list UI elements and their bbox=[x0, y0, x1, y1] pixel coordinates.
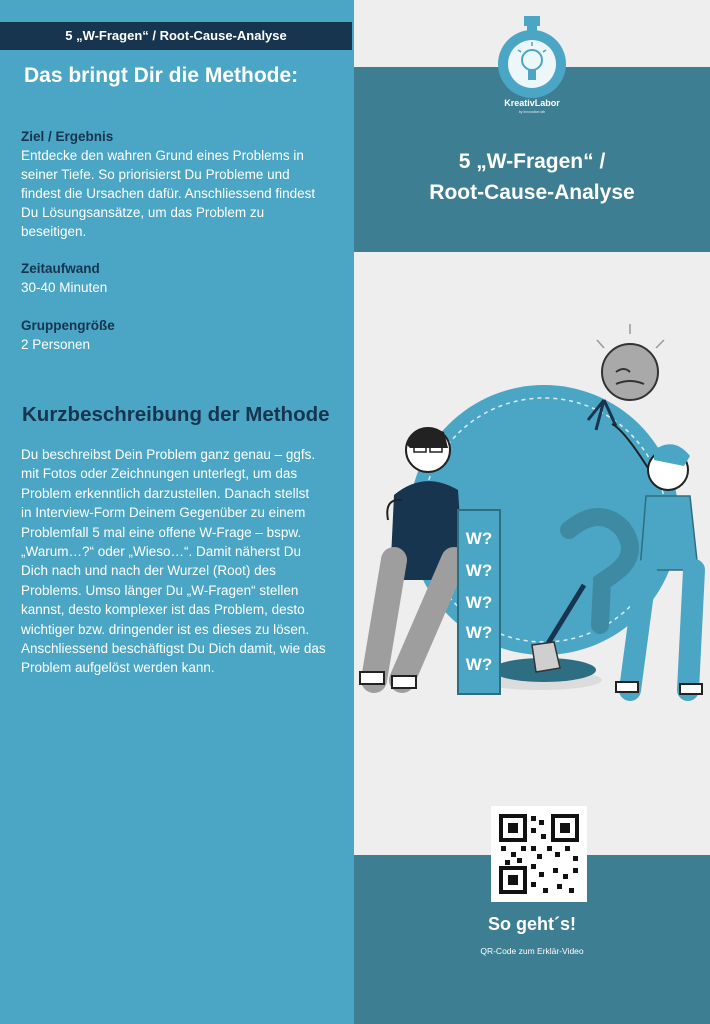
desc-line: Problem aufgelöst werden kann. bbox=[21, 660, 215, 676]
method-benefits-heading: Das bringt Dir die Methode: bbox=[24, 64, 299, 87]
desc-line: in Interview-Form Deinem Gegenüber zu einem bbox=[21, 505, 306, 521]
goal-line: beseitigen. bbox=[21, 224, 87, 239]
header-bar: 5 „W-Fragen“ / Root-Cause-Analyse bbox=[0, 22, 352, 50]
short-description-text bbox=[21, 445, 346, 678]
desc-line: Problems. Umso länger Du „W-Fragen“ stellen bbox=[21, 582, 299, 598]
goal-line: findest die Ursachen dafür. Anschliessend findest bbox=[21, 186, 316, 201]
right-panel bbox=[354, 0, 710, 1024]
ruler-label: W? bbox=[465, 655, 493, 674]
qr-code-icon[interactable] bbox=[491, 806, 587, 902]
qr-caption: QR-Code zum Erklär-Video bbox=[480, 946, 584, 956]
desc-line: kannst, desto komplexer ist das Problem, desto bbox=[21, 602, 305, 618]
desc-line: Problem erkenntlich darzustellen. Danach stellst bbox=[21, 485, 310, 501]
goal-line: Entdecke den wahren Grund eines Problems in bbox=[21, 148, 304, 163]
cta-heading: So geht´s! bbox=[488, 914, 576, 934]
root-cause-illustration bbox=[354, 320, 710, 710]
logo-subtext: by innovation lab bbox=[518, 110, 546, 114]
ruler-label: W? bbox=[465, 561, 493, 580]
desc-line: Problemfall 5 mal eine offene W-Frage – bspw. bbox=[21, 524, 302, 540]
ruler-label: W? bbox=[465, 529, 493, 548]
short-description-heading: Kurzbeschreibung der Methode bbox=[22, 403, 330, 426]
qr-code[interactable] bbox=[491, 806, 587, 902]
desc-line: „Warum…?“ oder „Wieso…“. Damit näherst Du bbox=[21, 544, 302, 560]
goal-line: Du Lösungsansätze, um das Problem zu bbox=[21, 205, 265, 220]
desc-line: Dich nach und nach der Wurzel (Root) des bbox=[21, 563, 276, 579]
group-size-label: Gruppengröße bbox=[21, 318, 115, 333]
ruler-label: W? bbox=[465, 593, 493, 612]
method-title-line: Root-Cause-Analyse bbox=[429, 181, 635, 204]
method-title bbox=[354, 146, 710, 208]
time-value: 30-40 Minuten bbox=[21, 280, 108, 295]
time-label: Zeitaufwand bbox=[21, 261, 100, 276]
goal-line: seiner Tiefe. So priorisierst Du Probleme und bbox=[21, 167, 290, 182]
left-panel bbox=[0, 0, 354, 1024]
group-size-value: 2 Personen bbox=[21, 337, 91, 352]
desc-line: Anschliessend beschäftigst Du Dich damit, wie das bbox=[21, 641, 326, 657]
goal-label: Ziel / Ergebnis bbox=[21, 129, 114, 144]
desc-line: mit Fotos oder Zeichnungen unterlegt, um das bbox=[21, 466, 298, 482]
ruler-post bbox=[458, 510, 500, 694]
ruler-label: W? bbox=[465, 623, 493, 642]
logo-text: KreativLabor bbox=[504, 98, 560, 108]
desc-line: wichtiger bzw. dringender ist es dieses zu lösen. bbox=[21, 621, 310, 637]
method-title-line: 5 „W-Fragen“ / bbox=[458, 150, 606, 173]
goal-text bbox=[21, 146, 346, 241]
desc-line: Du beschreibst Dein Problem ganz genau – ggfs. bbox=[21, 447, 316, 462]
